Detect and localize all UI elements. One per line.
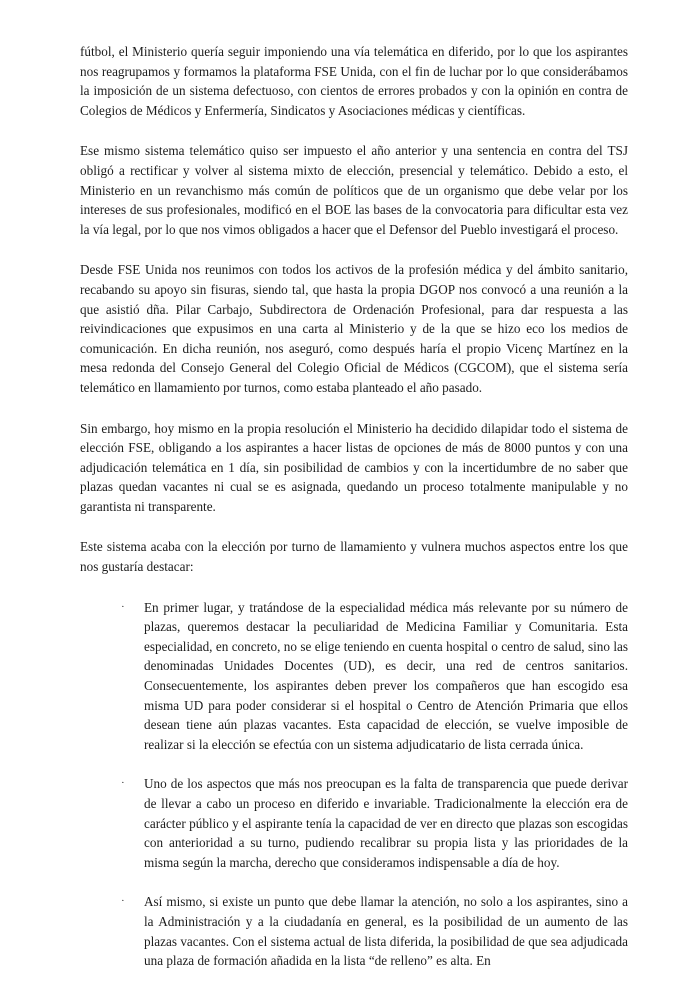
paragraph-intro-futbol: fútbol, el Ministerio quería seguir imponiendo una vía telemática en diferido, por lo que los aspirantes nos reagrupamos y formamos la plataforma FSE Unida, con el fin de luchar por lo que considerábamos la imposición de un sistema defectuoso, con cientos de errores probados y con la opinión en contra de Colegios de Médicos y Enfermería, Sindicatos y Asociaciones médicas y científicas. [80,44,628,118]
bullet-dot-icon: · [121,600,125,613]
bullet-list [80,598,628,971]
bullet-text-transparencia: Uno de los aspectos que más nos preocupan es la falta de transparencia que puede derivar de llevar a cabo un proceso en diferido e invariable. Tradicionalmente la elección era de carácter público y el aspirante tenía la capacidad de ver en directo que plazas son escogidas con anterioridad a su turno, pudiendo recalibrar su propia lista y las prioridades de la misma según la marcha, derecho que consideramos indispensable a día de hoy. [144,776,628,870]
document-body [80,42,628,991]
bullet-dot-icon: · [121,777,125,790]
bullet-dot-icon: · [121,895,125,908]
list-item [80,598,628,755]
paragraph-tsj-sentence: Ese mismo sistema telemático quiso ser impuesto el año anterior y una sentencia en contra del TSJ obligó a rectificar y volver al sistema mixto de elección, presencial y telemático. Debido a esto, el Ministerio en un revanchismo más común de políticos que de un organismo que debe velar por los intereses de sus profesionales, modificó en el BOE las bases de la convocatoria para dificultar esta vez la vía legal, por lo que nos vimos obligados a hacer que el Defensor del Pueblo investigará el proceso. [80,143,628,237]
bullet-text-plazas-vacantes: Así mismo, si existe un punto que debe llamar la atención, no solo a los aspirantes, sino a la Administración y a la ciudadanía en general, es la posibilidad de un aumento de las plazas vacantes. Con el sistema actual de lista diferida, la posibilidad de que sea adjudicada una plaza de formación añadida en la lista “de relleno” es alta. En [144,894,628,969]
list-item [80,774,628,872]
paragraph-list-intro: Este sistema acaba con la elección por turno de llamamiento y vulnera muchos aspectos entre los que nos gustaría destacar: [80,539,628,575]
paragraph-fse-unida-meeting: Desde FSE Unida nos reunimos con todos los activos de la profesión médica y del ámbito sanitario, recabando su apoyo sin fisuras, siendo tal, que hasta la propia DGOP nos convocó a una reunión a la que asistió dña. Pilar Carbajo, Subdirectora de Ordenación Profesional, para dar respuesta a las reivindicaciones que expusimos en una carta al Ministerio y de la que se hizo eco los medios de comunicación. En dicha reunión, nos aseguró, como después haría el propio Vicenç Martínez en la mesa redonda del Consejo General del Colegio Oficial de Médicos (CGCOM), que el sistema sería telemático en llamamiento por turnos, como estaba planteado el año pasado. [80,262,628,395]
bullet-text-medicina-familiar: En primer lugar, y tratándose de la especialidad médica más relevante por su número de plazas, queremos destacar la peculiaridad de Medicina Familiar y Comunitaria. Esta especialidad, en concreto, no se elige teniendo en cuenta hospital o centro de salud, sino las denominadas Unidades Docentes (UD), es decir, una red de centros sanitarios. Consecuentemente, los aspirantes deben prever los compañeros que han escogido esa misma UD para poder considerar si el hospital o Centro de Atención Primaria que ellos desean tiene aún plazas vacantes. Esta capacidad de elección, se vuelve imposible de realizar si la elección se efectúa con un sistema adjudicatario de lista cerrada única. [144,599,628,752]
paragraph-ministry-resolution: Sin embargo, hoy mismo en la propia resolución el Ministerio ha decidido dilapidar todo el sistema de elección FSE, obligando a los aspirantes a hacer listas de opciones de más de 8000 puntos y con una adjudicación telemática en 1 día, sin posibilidad de cambios y con la incertidumbre de no saber que plazas quedan vacantes ni cual se es asignada, quedando un proceso totalmente manipulable y no garantista ni transparente. [80,420,628,514]
list-item [80,892,628,970]
